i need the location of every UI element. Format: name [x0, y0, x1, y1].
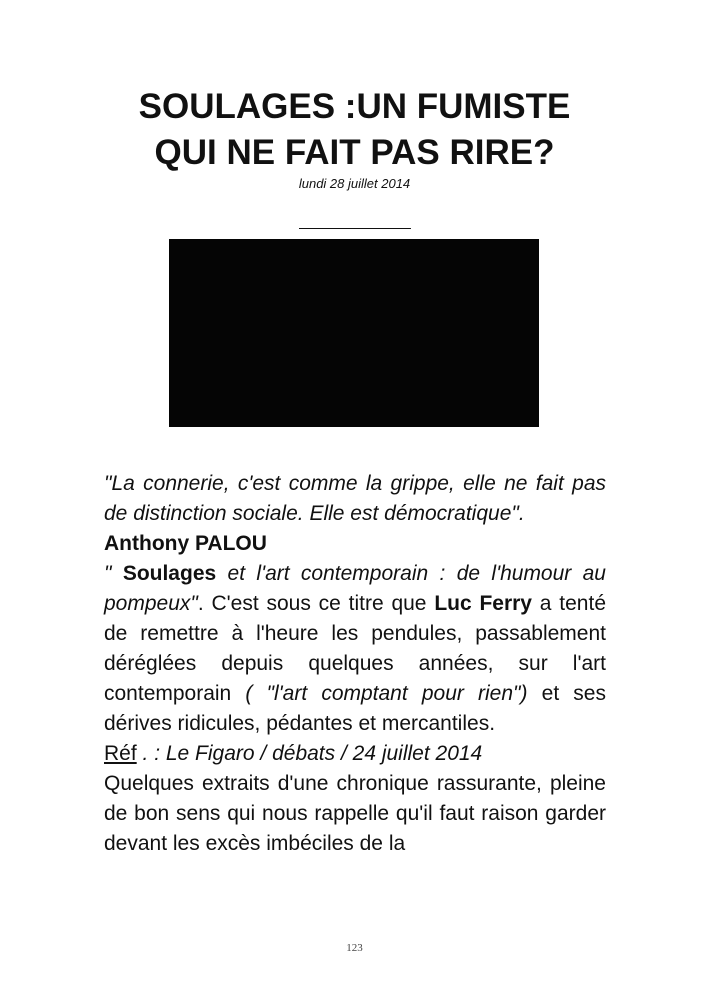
p2-mid: . C'est sous ce titre que [197, 592, 435, 615]
soulages-black-painting-image [169, 239, 539, 427]
title-line-1: SOULAGES :UN FUMISTE [138, 87, 571, 126]
quote-author: Anthony PALOU [104, 532, 267, 555]
reference-text: . : Le Figaro / débats / 24 juillet 2014 [136, 742, 483, 765]
reference-line [104, 739, 606, 769]
reference-label: Réf [104, 742, 137, 765]
paragraph-extracts: Quelques extraits d'une chronique rassurante, pleine de bon sens qui nous rappelle qu'il faut raison garder devant les excès imbéciles de la [104, 772, 606, 855]
article-date: lundi 28 juillet 2014 [298, 176, 411, 191]
p2-end: et ses dérives ridicules, pédantes et mercantiles. [104, 682, 606, 735]
p2-title-italic: et l'art contemporain : de l'humour au pompeux" [104, 562, 606, 615]
p2-after: a tenté de remettre à l'heure les pendules, passablement déréglées depuis quelques années, sur l'art contemporain [104, 592, 607, 705]
article-title [0, 84, 709, 176]
title-line-2: QUI NE FAIT PAS RIRE? [154, 133, 555, 172]
separator-line: ______________ [299, 213, 410, 230]
p2-soulages: Soulages [122, 562, 217, 585]
p2-parenthetical: ( "l'art comptant pour rien") [245, 682, 528, 705]
opening-quote: "La connerie, c'est comme la grippe, elle ne fait pas de distinction sociale. Elle est démocratique". [104, 472, 606, 525]
paragraph-luc-ferry [104, 559, 606, 739]
p2-luc-ferry: Luc Ferry [434, 592, 532, 615]
p2-open-quote: " [104, 562, 123, 585]
page-number: 123 [346, 942, 363, 954]
article-body [104, 469, 606, 859]
